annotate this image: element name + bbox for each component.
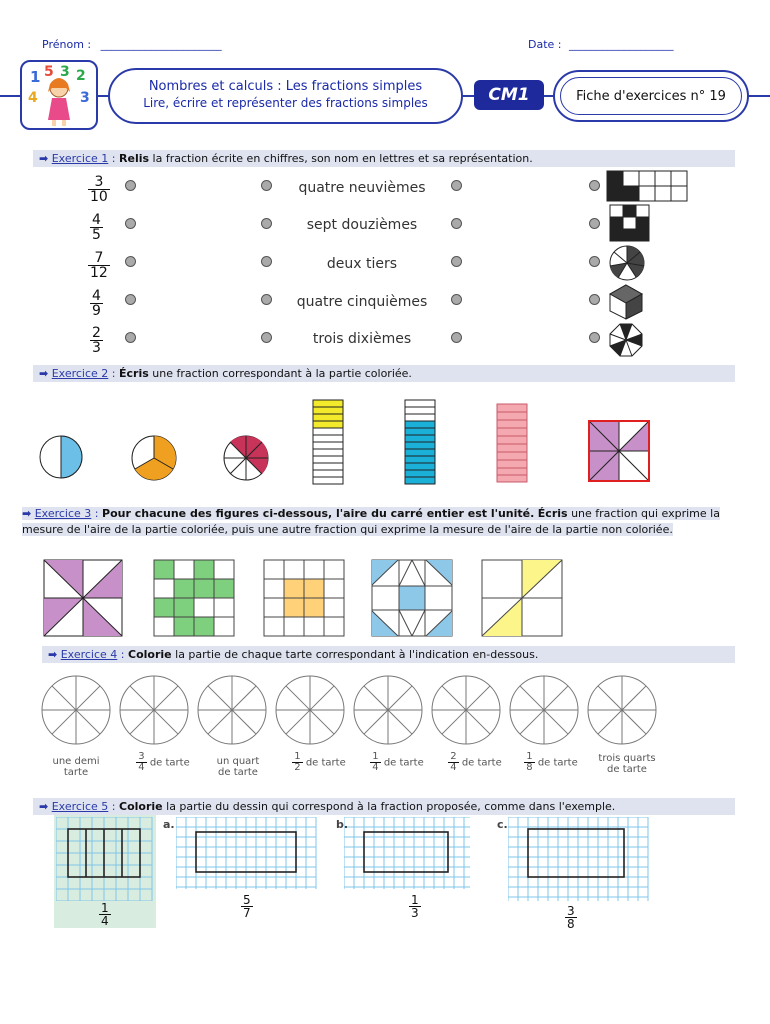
link-dot[interactable]: [125, 294, 136, 305]
denominator: 4: [138, 762, 145, 773]
square-orange-center-figure: [263, 559, 345, 637]
bar-3-10-figure: [606, 170, 692, 202]
exercise-2-header: [33, 365, 735, 382]
pie-eighths[interactable]: [352, 674, 424, 746]
grid-b-fraction: [409, 894, 421, 919]
exercise-colon: :: [108, 367, 120, 380]
numerator: 3: [567, 904, 575, 918]
label-text: de tarte: [305, 757, 346, 769]
fraction-word: trois dixièmes: [312, 331, 412, 347]
denominator: 10: [90, 189, 108, 205]
circle-eighths-figure: [222, 434, 270, 482]
link-dot[interactable]: [451, 294, 462, 305]
level-badge: CM1: [474, 80, 544, 110]
fiche-label: Fiche d'exercices n° 19: [560, 77, 742, 115]
square-blue-star-figure: [371, 559, 453, 637]
page-subtitle: Lire, écrire et représenter des fractions simples: [143, 96, 428, 110]
fraction-3-10: [88, 175, 110, 204]
numerator: 1: [526, 751, 533, 762]
exercise-3-title: Exercice 3: [34, 507, 92, 520]
exercise-5-header: [33, 798, 735, 815]
numerator: 1: [411, 893, 419, 907]
bar-pink-figure: [496, 403, 528, 483]
instruction-text: une fraction correspondant à la partie coloriée.: [148, 367, 412, 380]
denominator: 5: [92, 227, 101, 243]
svg-text:4: 4: [28, 90, 38, 106]
pie-eighths[interactable]: [118, 674, 190, 746]
grid-letter: c.: [497, 818, 508, 831]
prenom-blank: ______________________: [100, 38, 222, 51]
bar-yellow-figure: [312, 399, 344, 485]
instruction-verb: Colorie: [128, 648, 172, 661]
grid-c-fraction: [565, 905, 577, 930]
exercise-colon: :: [91, 507, 103, 520]
square-eighths-figure: [588, 420, 650, 482]
instruction-verb: Relis: [119, 152, 150, 165]
octagon-figure: [608, 322, 644, 358]
pie-label: [440, 752, 510, 773]
pie-eighths[interactable]: [508, 674, 580, 746]
instruction-text: la partie du dessin qui correspond à la fraction proposée, comme dans l'exemple.: [162, 800, 616, 813]
denominator: 7: [243, 906, 251, 920]
fraction-2-3: [90, 326, 103, 355]
exercise-1-header: [33, 150, 735, 167]
svg-text:2: 2: [76, 68, 86, 84]
label-fraction: [524, 752, 534, 773]
denominator: 8: [526, 762, 533, 773]
label-text: de tarte: [461, 757, 502, 769]
pie-label: [516, 752, 586, 773]
exercise-colon: :: [117, 648, 129, 661]
svg-text:3: 3: [80, 90, 90, 106]
link-dot[interactable]: [451, 218, 462, 229]
pie-eighths[interactable]: [274, 674, 346, 746]
example-fraction: [99, 902, 111, 927]
numerator: 3: [94, 174, 104, 190]
label-fraction: [370, 752, 380, 773]
denominator: 3: [411, 906, 419, 920]
label-fraction: [292, 752, 302, 773]
numerator: 1: [372, 751, 379, 762]
grid-7-12-figure: [609, 204, 651, 242]
exercise-4-title: Exercice 4: [60, 648, 118, 661]
numerator: 5: [243, 893, 251, 907]
instruction-bold: Pour chacune des figures ci-dessous, l'aire du carré entier est l'unité.: [102, 507, 535, 520]
link-dot[interactable]: [125, 218, 136, 229]
instruction-text: une fraction qui exprime la mesure de l'aire de la partie coloriée, puis une autre fraction qui exprime la mesure de l'aire de la partie non coloriée.: [22, 507, 720, 536]
svg-text:1: 1: [30, 68, 41, 86]
numerator: 4: [92, 288, 101, 304]
fiche-box: [553, 70, 749, 122]
pie-label: un quart de tarte: [216, 756, 260, 778]
numerator: 1: [101, 901, 109, 915]
denominator: 3: [92, 340, 101, 356]
exercise-colon: :: [108, 800, 120, 813]
label-text: de tarte: [383, 757, 424, 769]
fraction-4-9: [90, 289, 103, 318]
pie-eighths[interactable]: [40, 674, 112, 746]
exercise-colon: :: [108, 152, 120, 165]
link-dot[interactable]: [451, 180, 462, 191]
link-dot[interactable]: [261, 180, 272, 191]
fraction-word: deux tiers: [326, 256, 398, 272]
logo: [20, 60, 98, 130]
grid-a: [176, 817, 318, 889]
denominator: 2: [294, 762, 301, 773]
link-dot[interactable]: [125, 332, 136, 343]
exercise-2-title: Exercice 2: [51, 367, 109, 380]
instruction-verb: Écris: [537, 507, 568, 520]
fraction-7-12: [88, 251, 110, 280]
denominator: 9: [92, 303, 101, 319]
grid-a-fraction: [241, 894, 253, 919]
pie-4-9-figure: [608, 244, 646, 282]
denominator: 4: [372, 762, 379, 773]
bar-cyan-figure: [404, 399, 436, 485]
numerator: 3: [138, 751, 145, 762]
arrow-icon: ➡: [39, 367, 49, 380]
page-title: Nombres et calculs : Les fractions simples: [148, 79, 423, 94]
grid-letter: b.: [336, 818, 349, 831]
pie-eighths[interactable]: [586, 674, 658, 746]
link-dot[interactable]: [589, 294, 600, 305]
svg-text:5: 5: [44, 64, 54, 80]
arrow-icon: ➡: [39, 152, 49, 165]
link-dot[interactable]: [589, 218, 600, 229]
denominator: 4: [450, 762, 457, 773]
instruction-text: la partie de chaque tarte correspondant à l'indication en-dessous.: [171, 648, 539, 661]
link-dot[interactable]: [261, 256, 272, 267]
label-fraction: [136, 752, 146, 773]
arrow-icon: ➡: [22, 507, 32, 520]
pie-label: trois quarts de tarte: [598, 753, 656, 775]
instruction-verb: Colorie: [119, 800, 163, 813]
numerator: 1: [294, 751, 301, 762]
date-field: [528, 38, 674, 51]
numerator: 2: [92, 325, 101, 341]
link-dot[interactable]: [589, 332, 600, 343]
link-dot[interactable]: [261, 332, 272, 343]
instruction-verb: Écris: [119, 367, 149, 380]
denominator: 8: [567, 917, 575, 931]
fraction-word: quatre neuvièmes: [298, 180, 426, 196]
girl-numbers-icon: [22, 62, 96, 128]
label-text: de tarte: [149, 757, 190, 769]
hexagon-2-3-figure: [608, 283, 644, 321]
pie-eighths[interactable]: [430, 674, 502, 746]
exercise-4-header: [42, 646, 735, 663]
pie-label: [128, 752, 198, 773]
square-green-grid-figure: [153, 559, 237, 637]
link-dot[interactable]: [451, 256, 462, 267]
prenom-label: Prénom :: [42, 38, 92, 51]
numerator: 4: [92, 212, 101, 228]
label-text: de tarte: [537, 757, 578, 769]
pie-eighths[interactable]: [196, 674, 268, 746]
square-yellow-triangles-figure: [481, 559, 563, 637]
link-dot[interactable]: [261, 218, 272, 229]
numerator: 7: [94, 250, 104, 266]
grid-letter: a.: [163, 818, 175, 831]
grid-b: [344, 817, 472, 889]
prenom-field: [42, 38, 222, 51]
exercise-1-title: Exercice 1: [51, 152, 109, 165]
arrow-icon: ➡: [39, 800, 49, 813]
link-dot[interactable]: [589, 180, 600, 191]
fraction-word: sept douzièmes: [306, 217, 418, 233]
pie-label: [362, 752, 432, 773]
pie-label: une demi tarte: [52, 756, 100, 778]
link-dot[interactable]: [125, 256, 136, 267]
fraction-4-5: [90, 213, 103, 242]
denominator: 4: [101, 914, 109, 928]
numerator: 2: [450, 751, 457, 762]
label-fraction: [448, 752, 458, 773]
example-grid: [56, 817, 154, 901]
link-dot[interactable]: [125, 180, 136, 191]
date-blank: ___________________: [569, 38, 674, 51]
title-box: [108, 68, 463, 124]
date-label: Date :: [528, 38, 562, 51]
svg-text:3: 3: [60, 64, 70, 80]
exercise-5-title: Exercice 5: [51, 800, 109, 813]
fraction-word: quatre cinquièmes: [296, 294, 428, 310]
link-dot[interactable]: [589, 256, 600, 267]
link-dot[interactable]: [261, 294, 272, 305]
circle-half-figure: [38, 434, 84, 480]
exercise-3-header: [22, 506, 737, 538]
denominator: 12: [90, 265, 108, 281]
pie-label: [284, 752, 354, 773]
arrow-icon: ➡: [48, 648, 58, 661]
grid-c: [508, 817, 650, 901]
instruction-text: la fraction écrite en chiffres, son nom en lettres et sa représentation.: [149, 152, 533, 165]
square-pinwheel-figure: [43, 559, 123, 637]
link-dot[interactable]: [451, 332, 462, 343]
circle-thirds-figure: [130, 434, 178, 482]
